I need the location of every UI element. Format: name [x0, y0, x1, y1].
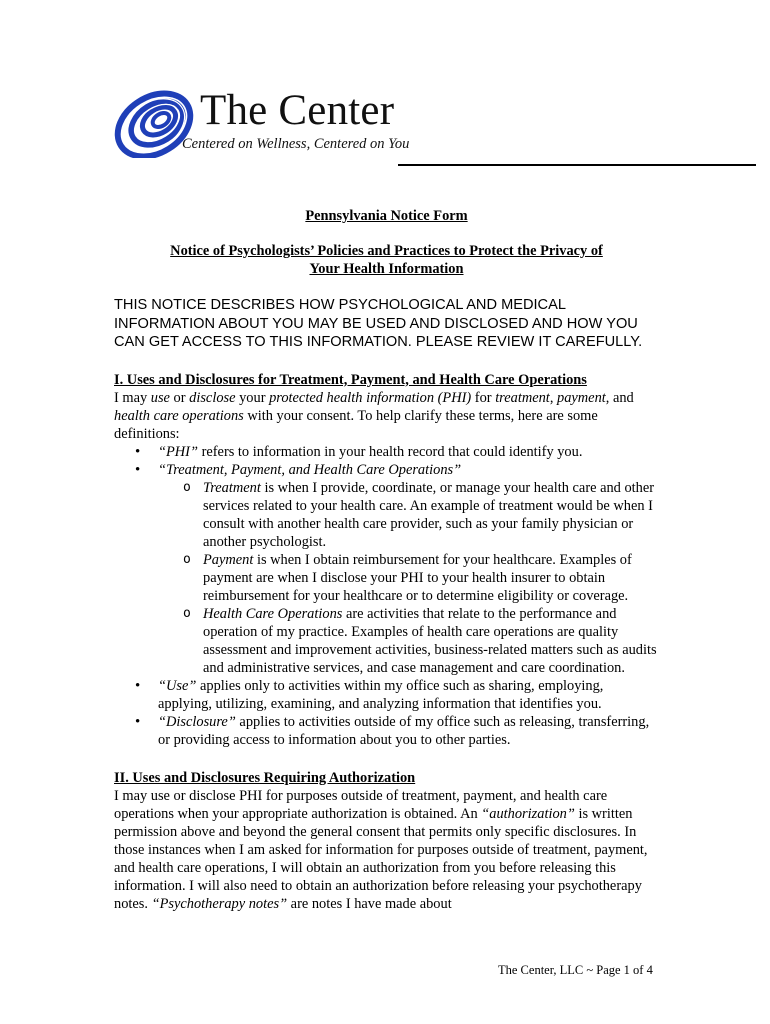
logo-tagline: Centered on Wellness, Centered on You	[182, 136, 410, 152]
section-1-intro: I may use or disclose your protected health information (PHI) for treatment, payment, and health care operations with your consent. To help clarify these terms, here are some definitions:	[114, 389, 634, 442]
section-1-heading: I. Uses and Disclosures for Treatment, Payment, and Health Care Operations	[114, 371, 587, 388]
definition-use: • “Use” applies only to activities within my office such as sharing, employing, applying, utilizing, examining, and analyzing information that identifies you.	[158, 677, 659, 713]
section-2-paragraph: I may use or disclose PHI for purposes outside of treatment, payment, and health care operations when your appropriate authorization is obtained. An “authorization” is written permission above and beyond the general consent that permits only specific disclosures. In those instances when I am asked for information for purposes outside of treatment, payment, and health care operations, I will obtain an authorization from you before releasing this information. I will also need to obtain an authorization before releasing your psychotherapy notes. “Psychotherapy notes” are notes I have made about	[114, 787, 648, 912]
privacy-notice-statement: THIS NOTICE DESCRIBES HOW PSYCHOLOGICAL AND MEDICAL INFORMATION ABOUT YOU MAY BE USED AND DISCLOSED AND HOW YOU CAN GET ACCESS TO THIS INFORMATION. PLEASE REVIEW IT CAREFULLY.	[114, 297, 643, 350]
document-title: Pennsylvania Notice Form	[305, 208, 468, 224]
logo	[112, 88, 412, 158]
document-subtitle	[114, 242, 659, 278]
definition-payment: o Payment is when I obtain reimbursement for your healthcare. Examples of payment are when I disclose your PHI to your health insurer to obtain reimbursement for your healthcare or to determine eligibility or coverage.	[203, 551, 659, 605]
definitions-list	[114, 443, 659, 749]
definition-treatment: o Treatment is when I provide, coordinate, or manage your health care and other services related to your health care. An example of treatment would be when I consult with another health care provider, such as your family physician or another psychologist.	[203, 479, 659, 551]
page-footer: The Center, LLC ~ Page 1 of 4	[498, 963, 653, 977]
definition-health-care-operations: o Health Care Operations are activities that relate to the performance and operation of my practice. Examples of health care operations are quality assessment and improvement activities, business-related matters such as audits and administrative services, and case management and care coordination.	[203, 605, 659, 677]
header-rule	[398, 164, 756, 166]
definition-disclosure: • “Disclosure” applies to activities outside of my office such as releasing, transferring, or providing access to information about you to other parties.	[158, 713, 659, 749]
definition-tpo: • “Treatment, Payment, and Health Care Operations” o Treatment is when I provide, coordinate, or manage your health care and other services related to your health care. An example of treatment would be when I consult with another health care provider, such as your family physician or another psychologist. o Payment is when I obtain reimbursement for your healthcare. Examples of payment are when I disclose your PHI to your health insurer to obtain reimbursement for your healthcare or to determine eligibility or coverage. o Health Care Operations are activities that relate to the performance and operation of my practice. Examples of health care operations are quality assessment and improvement activities, business-related matters such as audits and administrative services, and case management and care coordination.	[158, 461, 659, 677]
logo-name: The Center	[200, 87, 395, 134]
document-body	[114, 207, 659, 913]
section-2-heading: II. Uses and Disclosures Requiring Authorization	[114, 769, 416, 786]
subtitle-line-1: Notice of Psychologists’ Policies and Practices to Protect the Privacy of	[170, 243, 603, 259]
subtitle-line-2: Your Health Information	[309, 261, 464, 277]
definition-phi: • “PHI” refers to information in your health record that could identify you.	[158, 443, 659, 461]
tpo-sublist	[158, 479, 659, 677]
